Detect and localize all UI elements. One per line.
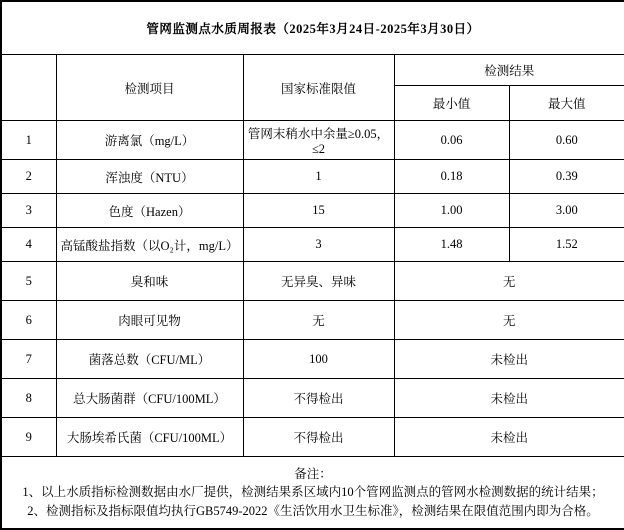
row-max-value: 3.00 (509, 194, 624, 228)
row-standard: 100 (243, 340, 394, 379)
row-standard: 不得检出 (243, 418, 394, 457)
row-min-value: 0.18 (394, 160, 509, 194)
row-item: 菌落总数（CFU/ML） (56, 340, 243, 379)
table-row (1, 194, 624, 228)
row-result-value: 无 (394, 301, 624, 340)
page-title: 管网监测点水质周报表（2025年3月24日-2025年3月30日） (1, 1, 624, 55)
notes-label: 备注： (294, 467, 332, 482)
row-result-value: 未检出 (394, 418, 624, 457)
row-standard: 3 (243, 228, 394, 262)
row-standard: 管网末稍水中余量≥0.05，≤2 (243, 121, 394, 160)
row-item: 大肠埃希氏菌（CFU/100ML） (56, 418, 243, 457)
table-row (1, 301, 624, 340)
row-number: 3 (1, 194, 56, 228)
row-number: 4 (1, 228, 56, 262)
notes-line-2: 2、检测指标及指标限值均执行GB5749-2022《生活饮用水卫生标准》，检测结果在限值范围内即为合格。 (27, 503, 599, 518)
table-row (1, 418, 624, 457)
row-number: 8 (1, 379, 56, 418)
row-result-value: 未检出 (394, 379, 624, 418)
row-item: 浑浊度（NTU） (56, 160, 243, 194)
row-item: 色度（Hazen） (56, 194, 243, 228)
notes-row (1, 457, 624, 530)
row-number: 9 (1, 418, 56, 457)
row-number: 5 (1, 262, 56, 301)
row-max-value: 0.39 (509, 160, 624, 194)
title-row (1, 1, 624, 55)
row-standard: 无 (243, 301, 394, 340)
header-min-cell: 最小值 (394, 86, 509, 121)
header-max-cell: 最大值 (509, 86, 624, 121)
row-number: 2 (1, 160, 56, 194)
header-standard-cell: 国家标准限值 (243, 55, 394, 121)
row-result-value: 未检出 (394, 340, 624, 379)
table-row (1, 121, 624, 160)
row-max-value: 0.60 (509, 121, 624, 160)
table-row (1, 160, 624, 194)
table-row (1, 340, 624, 379)
row-min-value: 1.48 (394, 228, 509, 262)
header-result-cell: 检测结果 (394, 55, 624, 86)
row-item: 游离氯（mg/L） (56, 121, 243, 160)
header-index-cell (1, 55, 56, 121)
table-row (1, 228, 624, 262)
row-standard: 15 (243, 194, 394, 228)
table-row (1, 379, 624, 418)
row-min-value: 1.00 (394, 194, 509, 228)
row-item: 总大肠菌群（CFU/100ML） (56, 379, 243, 418)
header-row-top (1, 55, 624, 86)
row-standard: 无异臭、异味 (243, 262, 394, 301)
table-row (1, 262, 624, 301)
row-number: 6 (1, 301, 56, 340)
row-item: 臭和味 (56, 262, 243, 301)
notes-section (1, 457, 624, 530)
row-min-value: 0.06 (394, 121, 509, 160)
row-max-value: 1.52 (509, 228, 624, 262)
row-result-value: 无 (394, 262, 624, 301)
row-number: 7 (1, 340, 56, 379)
header-item-cell: 检测项目 (56, 55, 243, 121)
row-number: 1 (1, 121, 56, 160)
row-item: 高锰酸盐指数（以O₂计，mg/L） (56, 228, 243, 262)
row-item: 肉眼可见物 (56, 301, 243, 340)
notes-line-1: 1、以上水质指标检测数据由水厂提供，检测结果系区域内10个管网监测点的管网水检测数据的统计结果； (22, 485, 604, 500)
row-standard: 1 (243, 160, 394, 194)
row-standard: 不得检出 (243, 379, 394, 418)
